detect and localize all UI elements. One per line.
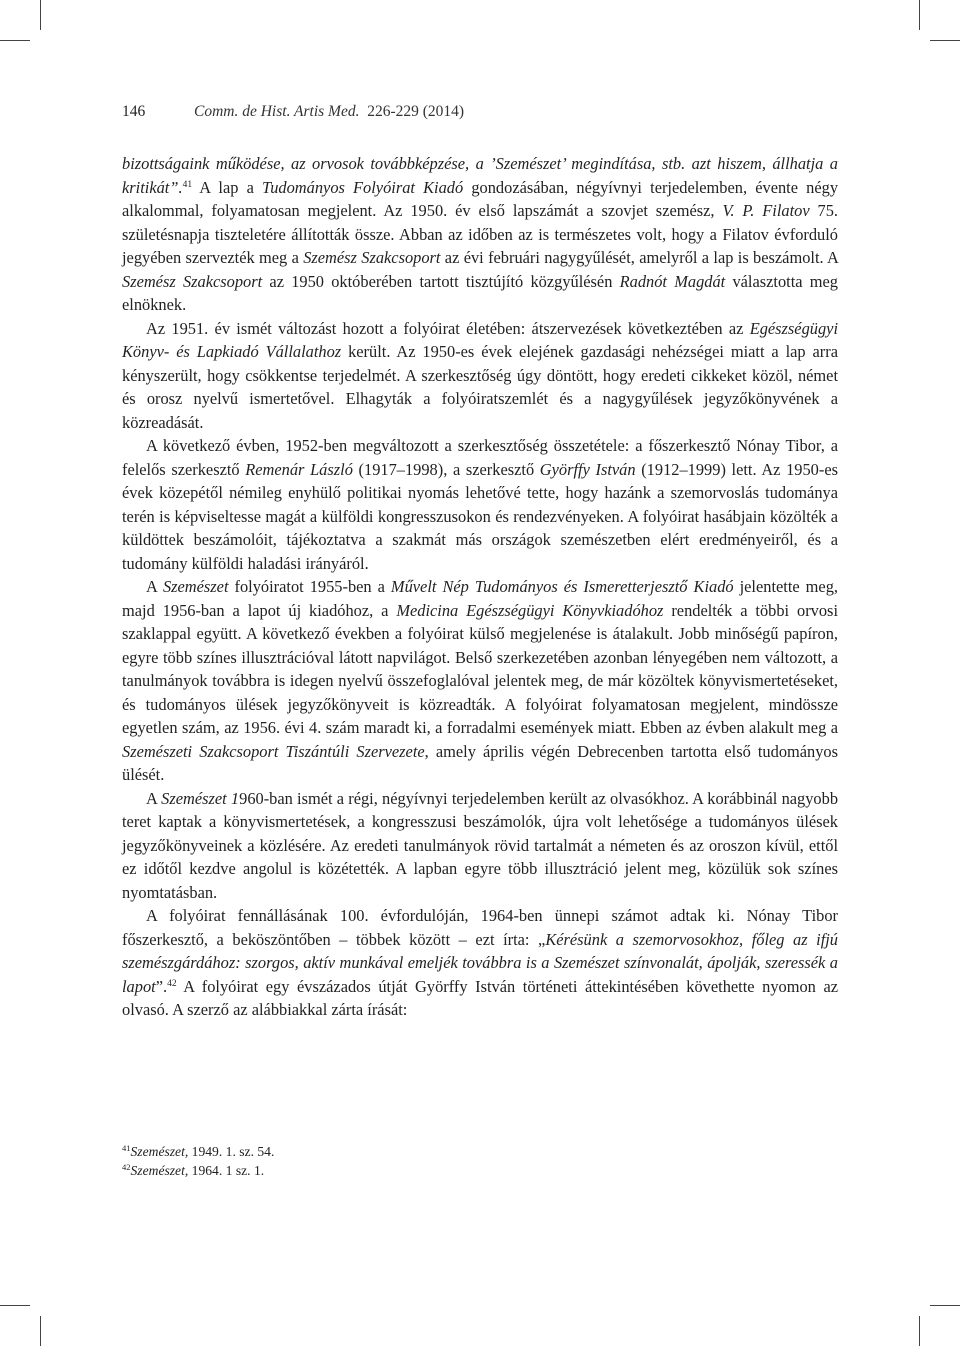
crop-mark-bottom-right: [919, 1316, 920, 1346]
running-header: [122, 100, 838, 124]
text-run: A következő évben, 1952-ben megváltozott a szerkesztőség összetétele: a főszerkesztő Nónay Tibor, a felelős szerkesztő: [122, 436, 838, 479]
emphasis: bizottságaink működése, az orvosok továbbképzése, a ’Szemészet’ megindítása, stb. azt hiszem, állhatja a kritikát”.: [122, 154, 838, 197]
emphasis: Egészségügyi Könyv- és Lapkiadó Vállalathoz: [122, 318, 838, 361]
footnote-ref: 42: [167, 978, 177, 989]
footnote: [122, 1142, 838, 1161]
paragraph: [122, 434, 838, 575]
emphasis: V. P. Filatov: [722, 201, 810, 220]
crop-mark-top-left-h: [0, 40, 30, 41]
text-run: , amely április végén Debrecenben tartotta első tudományos ülését.: [122, 741, 839, 784]
crop-mark-bottom-left-h: [0, 1305, 30, 1306]
crop-mark-top-left: [40, 0, 41, 30]
emphasis: Tudományos Folyóirat Kiadó: [262, 177, 464, 197]
text-run: A: [146, 788, 162, 808]
journal-title: Comm. de Hist. Artis Med.: [194, 103, 360, 120]
text-run: Az 1951. év ismét változást hozott a folyóirat életében: átszervezések következtében az: [146, 318, 750, 338]
text-run: A folyóirat fennállásának 100. évfordulóján, 1964-ben ünnepi számot adtak ki. Nónay Tibor főszerkesztő, a beköszöntőben – többek között – ezt írta: „: [122, 906, 838, 949]
journal-pages: 226-229 (2014): [367, 103, 465, 120]
text-run: jelentette meg, majd 1956-ban a lapot új kiadóhoz, a: [122, 577, 839, 620]
emphasis: Szemészet 1: [161, 788, 240, 808]
crop-mark-top-right: [919, 0, 920, 30]
footnotes: [122, 1142, 838, 1180]
crop-mark-bottom-right-h: [930, 1305, 960, 1306]
emphasis: Művelt Nép Tudományos és Ismeretterjesztő Kiadó: [390, 577, 734, 596]
text-run: (1912–1999) lett. Az 1950-es évek közepétől némileg enyhülő politikai nyomás lehetővé tette, hogy hazánk a szemorvoslás tudománya terén is képviseltesse magát a külföldi kongresszusokon és rendezvényeken. A folyóirat hasábjain közölték a küldöttek beszámolóit, tájékoztatva a szakmát más országok szemészetben elért eredményeiről, és a tudomány külföldi haladási irányáról.: [122, 459, 838, 573]
text-run: választotta meg elnöknek.: [122, 271, 838, 314]
text-run: ”.: [155, 976, 168, 996]
footnote-number: 41: [122, 1143, 131, 1153]
footnote: [122, 1161, 838, 1180]
crop-mark-bottom-left: [40, 1316, 41, 1346]
paragraph: [122, 787, 838, 905]
paragraph: [122, 317, 838, 435]
emphasis: Szemész Szakcsoport: [303, 248, 441, 267]
text-run: A folyóirat egy évszázados útját Györffy István történeti áttekintésében követhette nyomon az olvasó. A szerző az alábbiakkal zárta írását:: [122, 976, 838, 1019]
paragraph: [122, 575, 838, 787]
crop-mark-top-right-h: [930, 40, 960, 41]
page-number: 146: [122, 103, 146, 120]
text-run: (1917–1998), a szerkesztő: [352, 459, 540, 479]
footnote-detail: 1964. 1 sz. 1.: [188, 1163, 265, 1178]
emphasis: Györffy István: [539, 459, 636, 479]
text-run: gondozásában, négyívnyi terjedelemben, évente négy alkalommal, folyamatosan megjelent. Az 1950. év első lapszámát a szovjet szemész,: [122, 177, 839, 220]
text-run: az 1950 októberében tartott tisztújító közgyűlésén: [262, 271, 620, 291]
paragraph: [122, 904, 838, 1022]
footnote-ref: 41: [182, 179, 193, 190]
text-run: A: [146, 577, 163, 596]
footnote-number: 42: [122, 1162, 131, 1172]
text-run: került. Az 1950-es évek elejének gazdasági nehézségei miatt a lap arra kényszerült, hogy csökkentse terjedelmét. A szerkesztőség úgy döntött, hogy eredeti cikkeket közöl, német és orosz nyelvű ismertetővel. Elhagyták a folyóiratszemlét és a nagygyűlések jegyzőkönyvének a közreadását.: [122, 342, 838, 432]
emphasis: Remenár László: [245, 459, 353, 479]
emphasis: Szemészet: [162, 577, 229, 596]
footnote-source: Szemészet,: [130, 1163, 189, 1178]
text-run: A lap a: [192, 177, 263, 197]
emphasis: Szemész Szakcsoport: [122, 271, 263, 291]
text-run: folyóiratot 1955-ben a: [228, 577, 391, 596]
journal-citation: [194, 100, 464, 124]
emphasis: Kérésünk a szemorvosokhoz, főleg az ifjú szemészgárdához: szorgos, aktív munkával emeljék továbbra is a Szemészet színvonalát, ápolják, szeressék a lapot: [122, 929, 838, 996]
text-run: rendelték a többi orvosi szaklappal együtt. A következő években a folyóirat külső megjelenése is átalakult. Jobb minőségű papíron, egyre több színes illusztrációval látott napvilágot. Belső szerkezetében azonban lényegében nem változott, a tanulmányok továbbra is idegen nyelvű összefoglalóval jelentek meg, de már közöltek könyvismertetéseket, és tudományos ülések jegyzőkönyveit is közreadták. A folyóirat folyamatosan megjelent, mindössze egyetlen szám, az 1956. évi 4. szám maradt ki, a forradalmi események miatt. Ebben az évben alakult meg a: [122, 600, 838, 737]
text-run: az évi februári nagygyűlését, amelyről a lap is beszámolt. A: [440, 248, 838, 267]
text-run: 960-ban ismét a régi, négyívnyi terjedelemben került az olvasókhoz. A korábbinál nagyobb teret kaptak a könyvismertetések, a kongresszusi beszámolók, újra volt lehetősége a tudományos ülések jegyzőkönyveinek a közlésére. Az eredeti tanulmányok rövid tartalmát a németen és az oroszon kívül, ettől ez időtől kezdve angolul is közétették. A lapban egyre több illusztráció jelent meg, közülük sok színes nyomtatásban.: [122, 788, 839, 902]
emphasis: Medicina Egészségügyi Könyvkiadóhoz: [396, 600, 664, 620]
body-text: [122, 152, 838, 1022]
footnote-detail: 1949. 1. sz. 54.: [188, 1144, 275, 1159]
footnote-source: Szemészet,: [130, 1144, 189, 1159]
paragraph: [122, 152, 838, 317]
text-run: 75. születésnapja tiszteletére állították össze. Abban az időben az is természetes volt, hogy a Filatov évforduló jegyében szervezték meg a: [122, 201, 838, 267]
emphasis: Szemészeti Szakcsoport Tiszántúli Szervezete: [122, 741, 425, 761]
emphasis: Radnót Magdát: [619, 271, 726, 291]
